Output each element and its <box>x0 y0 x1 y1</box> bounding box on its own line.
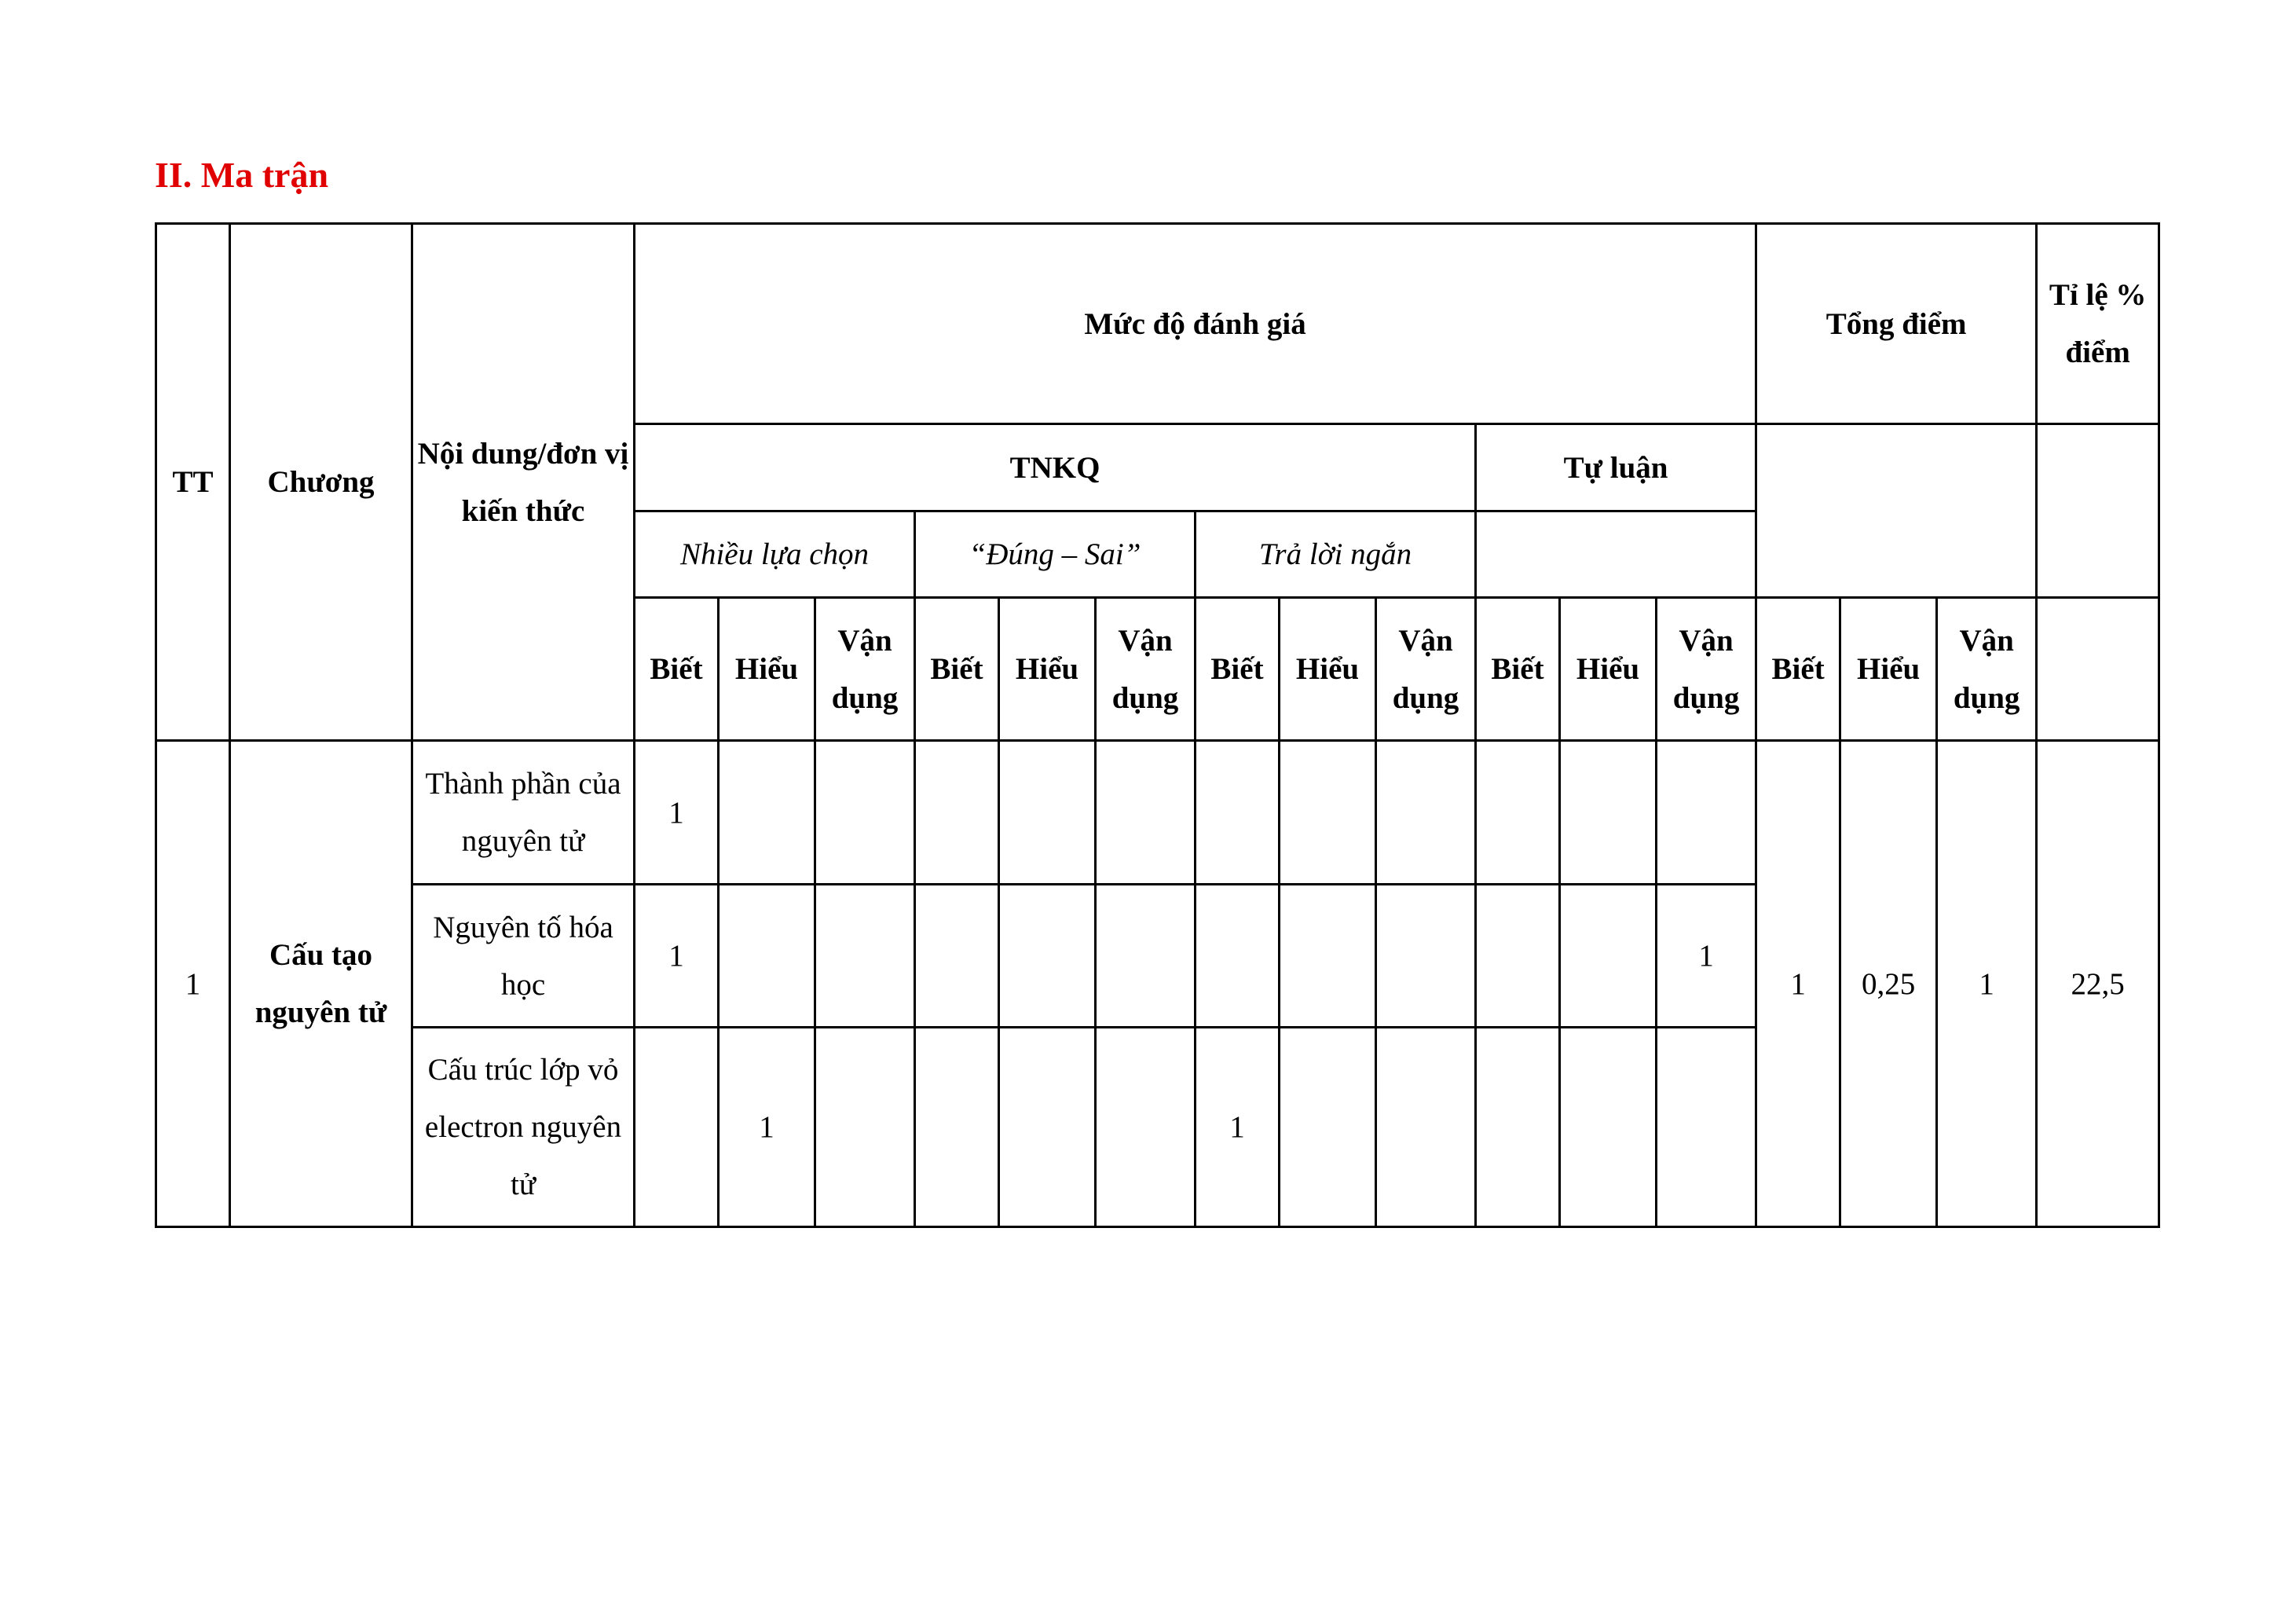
table-cell <box>915 1028 999 1227</box>
table-cell <box>1376 741 1476 885</box>
table-cell: 1 <box>635 741 719 885</box>
table-cell <box>1280 885 1376 1028</box>
unit-name: Thành phần của nguyên tử <box>412 741 635 885</box>
table-cell <box>1376 1028 1476 1227</box>
table-cell <box>999 1028 1096 1227</box>
level-header: Vận dụng <box>1096 598 1196 741</box>
table-cell <box>1096 741 1196 885</box>
header-empty-tu-luan <box>1476 511 1756 598</box>
header-tong-diem: Tổng điểm <box>1756 224 2037 424</box>
unit-name: Nguyên tố hóa học <box>412 885 635 1028</box>
table-cell <box>1280 741 1376 885</box>
header-dung-sai: “Đúng – Sai” <box>915 511 1196 598</box>
table-cell <box>1476 741 1560 885</box>
level-header: Biết <box>635 598 719 741</box>
table-cell <box>1560 885 1657 1028</box>
table-cell: 1 <box>635 885 719 1028</box>
level-header: Hiểu <box>1560 598 1657 741</box>
section-title: II. Ma trận <box>155 155 329 195</box>
table-cell <box>915 741 999 885</box>
level-header: Vận dụng <box>1376 598 1476 741</box>
table-cell <box>1280 1028 1376 1227</box>
header-tra-loi-ngan: Trả lời ngắn <box>1196 511 1476 598</box>
table-cell <box>1476 885 1560 1028</box>
table-cell: 1 <box>1657 885 1756 1028</box>
header-ti-le: Tỉ lệ % điểm <box>2037 224 2159 424</box>
header-empty-tong <box>1756 424 2037 598</box>
table-row <box>156 741 2159 885</box>
total-biet: 1 <box>1756 741 1840 1227</box>
table-cell <box>815 741 915 885</box>
table-cell <box>1560 1028 1657 1227</box>
table-cell: 1 <box>719 1028 815 1227</box>
header-chuong: Chương <box>230 224 412 741</box>
table-cell: 1 <box>1196 1028 1280 1227</box>
header-tnkq: TNKQ <box>635 424 1476 511</box>
header-muc-do-danh-gia: Mức độ đánh giá <box>635 224 1756 424</box>
chapter-tt: 1 <box>156 741 230 1227</box>
level-header: Biết <box>1756 598 1840 741</box>
table-cell <box>815 1028 915 1227</box>
level-header: Vận dụng <box>815 598 915 741</box>
table-cell <box>999 885 1096 1028</box>
level-header: Hiểu <box>999 598 1096 741</box>
table-cell <box>1096 885 1196 1028</box>
table-cell <box>1560 741 1657 885</box>
header-row-1 <box>156 224 2159 424</box>
total-van-dung: 1 <box>1937 741 2037 1227</box>
table-cell <box>999 741 1096 885</box>
level-header: Hiểu <box>1280 598 1376 741</box>
table-cell <box>1196 885 1280 1028</box>
level-header: Hiểu <box>719 598 815 741</box>
header-noi-dung: Nội dung/đơn vị kiến thức <box>412 224 635 741</box>
level-header: Biết <box>1196 598 1280 741</box>
table-cell <box>1657 1028 1756 1227</box>
level-header: Vận dụng <box>1937 598 2037 741</box>
level-header: Biết <box>1476 598 1560 741</box>
header-tt: TT <box>156 224 230 741</box>
table-cell <box>719 885 815 1028</box>
table-cell <box>635 1028 719 1227</box>
table-cell <box>1657 741 1756 885</box>
chapter-name: Cấu tạo nguyên tử <box>230 741 412 1227</box>
level-header: Biết <box>915 598 999 741</box>
assessment-matrix-table <box>155 222 2160 1228</box>
header-empty-ti-le-levels <box>2037 598 2159 741</box>
level-header: Vận dụng <box>1657 598 1756 741</box>
total-hieu: 0,25 <box>1840 741 1937 1227</box>
ti-le-value: 22,5 <box>2037 741 2159 1227</box>
unit-name: Cấu trúc lớp vỏ electron nguyên tử <box>412 1028 635 1227</box>
table-cell <box>915 885 999 1028</box>
table-cell <box>719 741 815 885</box>
table-cell <box>1096 1028 1196 1227</box>
header-empty-ti-le <box>2037 424 2159 598</box>
table-cell <box>1196 741 1280 885</box>
table-cell <box>1376 885 1476 1028</box>
table-cell <box>815 885 915 1028</box>
header-tu-luan: Tự luận <box>1476 424 1756 511</box>
level-header: Hiểu <box>1840 598 1937 741</box>
header-nhieu-lua-chon: Nhiều lựa chọn <box>635 511 915 598</box>
table-cell <box>1476 1028 1560 1227</box>
